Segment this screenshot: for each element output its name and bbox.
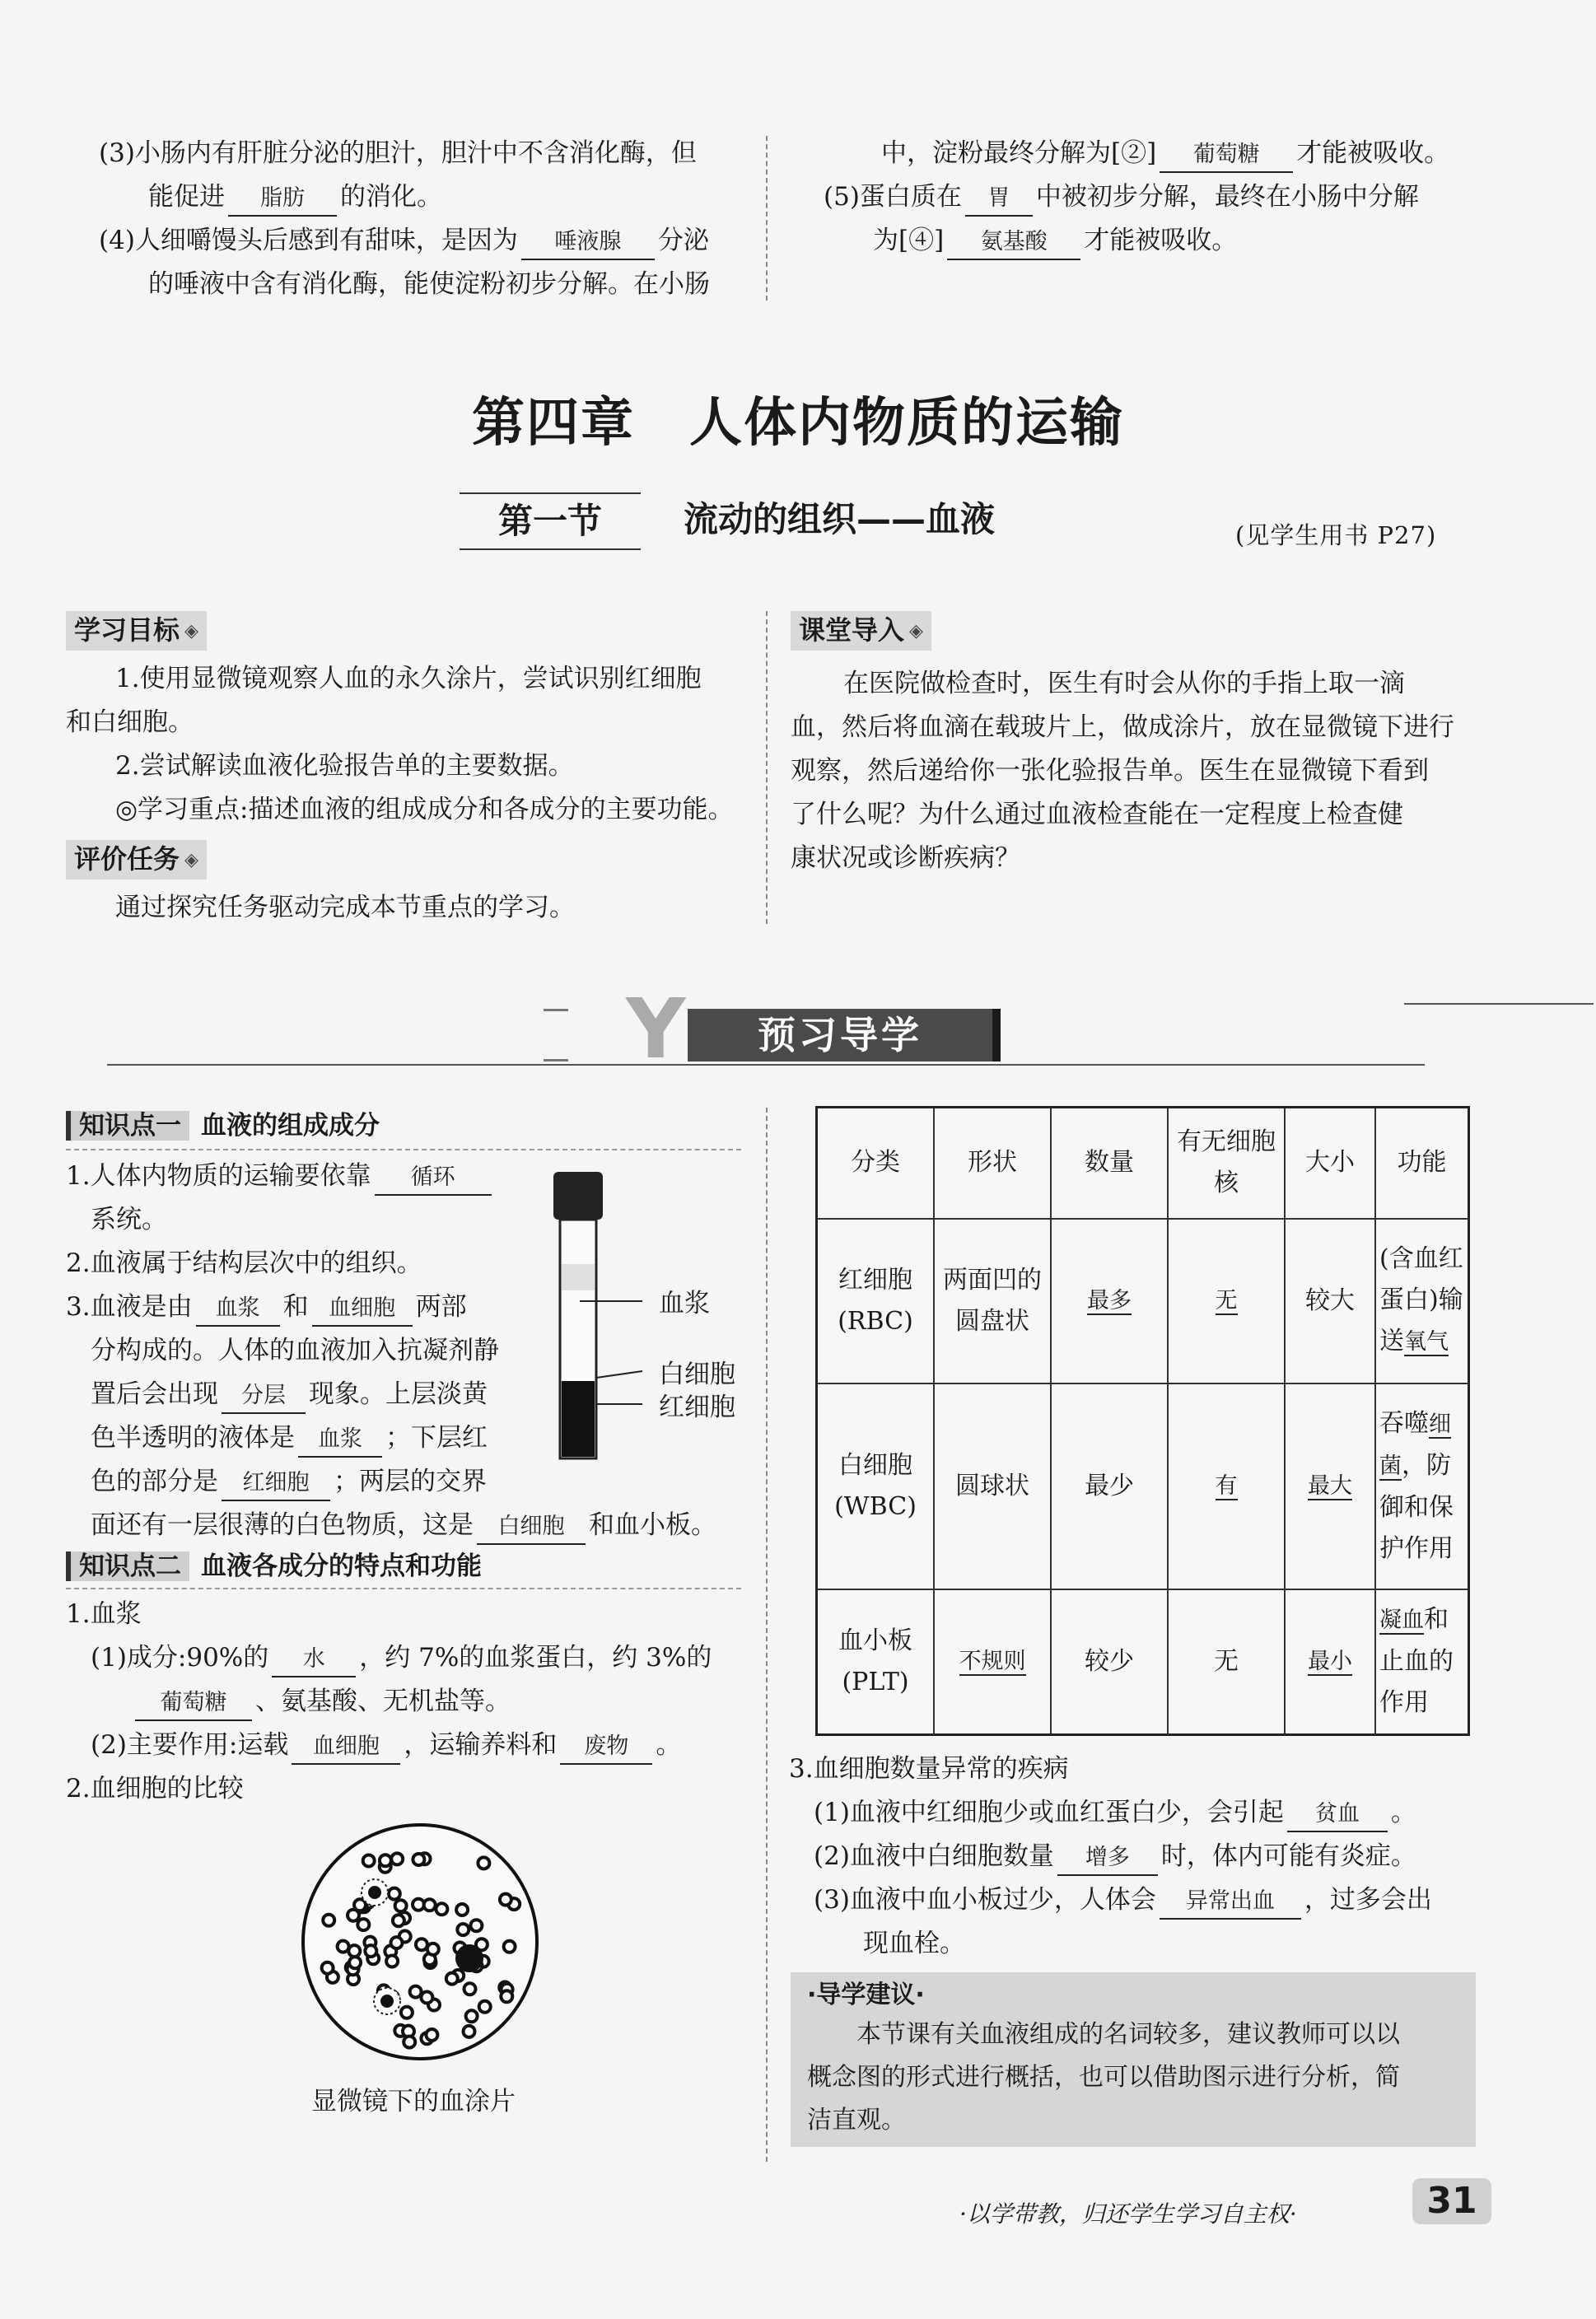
header-cell: 功能 [1375, 1108, 1469, 1219]
answer-fill: 循环 [375, 1161, 492, 1196]
wbc-pointer [596, 1371, 642, 1378]
red-blood-cell [393, 1915, 404, 1926]
q4-line1: (4)人细嚼馒头后感到有甜味，是因为 唾液腺 分泌 [99, 219, 758, 263]
banner-line [1404, 1003, 1594, 1005]
header-cell: 数量 [1051, 1108, 1168, 1219]
red-blood-cell [391, 1937, 403, 1948]
kp-tag: 知识点二 [66, 1551, 189, 1581]
red-blood-cell [464, 1983, 476, 1995]
section-title: 流动的组织——血液 [684, 499, 996, 539]
red-blood-cell [470, 1920, 482, 1931]
answer-fill: 葡萄糖 [135, 1687, 252, 1721]
answer-fill: 废物 [560, 1730, 652, 1765]
cell-function: (含血红蛋白)输送氧气 [1375, 1219, 1469, 1383]
tube-label-plasma: 血浆 [659, 1289, 710, 1318]
red-blood-cell [386, 1956, 398, 1967]
cell-count: 最少 [1051, 1383, 1168, 1589]
top-right-text [824, 132, 1499, 263]
cell-type: 血小板 (PLT) [817, 1589, 935, 1735]
diamond-icon: ◈ [184, 621, 198, 642]
table-row-rbc [817, 1219, 1469, 1383]
header-cell: 有无细胞核 [1168, 1108, 1285, 1219]
goal-item: 2.尝试解读血液化验报告单的主要数据。 [115, 751, 574, 781]
kp1-line: 2.血液属于结构层次中的组织。 [66, 1248, 422, 1278]
red-blood-cell [426, 2029, 437, 2041]
answer-fill: 增多 [1057, 1841, 1158, 1876]
answer-fill: 血浆 [196, 1292, 280, 1327]
red-blood-cell [389, 1888, 400, 1900]
cell-shape: 不规则 [934, 1589, 1051, 1735]
footer-slogan: ·以学带教，归还学生学习自主权· [959, 2200, 1297, 2228]
goal-item-cont: 和白细胞。 [66, 707, 194, 737]
starch-line: 中，淀粉最终分解为[②] 葡萄糖 才能被吸收。 [824, 132, 1499, 175]
blood-cell-table [815, 1106, 1470, 1736]
answer-fill: 氨基酸 [947, 226, 1080, 260]
red-blood-cell [504, 1941, 516, 1953]
table-row-wbc [817, 1383, 1469, 1589]
disorder-line: 现血栓。 [863, 1929, 965, 1958]
red-blood-cell [478, 1857, 489, 1869]
red-blood-cell [404, 2037, 415, 2048]
kp-title: 血液各成分的特点和功能 [201, 1551, 482, 1581]
answer-fill: 血细胞 [312, 1292, 413, 1327]
tube-plasma-top [562, 1264, 595, 1290]
kp-title: 血液的组成成分 [201, 1111, 380, 1141]
red-blood-cell [479, 2001, 491, 2013]
banner-letter: Y [626, 981, 686, 1077]
section-number: 第一节 [460, 492, 641, 550]
disorder-line: (1)血液中红细胞少或血红蛋白少，会引起 贫血 。 [789, 1791, 1497, 1835]
teaching-tip-box [791, 1972, 1476, 2147]
red-blood-cell [446, 1973, 458, 1985]
table-header-row [817, 1108, 1469, 1219]
q3-line2: 能促进 脂肪 的消化。 [99, 175, 758, 219]
kp-tag: 知识点一 [66, 1111, 189, 1141]
top-left-text [99, 132, 758, 306]
knowledge-point-2-heading [66, 1548, 482, 1584]
kp2-line: (1)成分:90%的 水 ，约 7%的血浆蛋白，约 3%的 [66, 1636, 749, 1680]
kp1-line: 3.血液是由 血浆 和 血细胞 两部 [66, 1285, 749, 1329]
intro-line: 了什么呢？为什么通过血液检查能在一定程度上检查健 [791, 800, 1403, 829]
intro-line: 观察，然后递给你一张化验报告单。医生在显微镜下看到 [791, 756, 1429, 786]
tip-line: 本节课有关血液组成的名词较多，建议教师可以以 [856, 2020, 1400, 2049]
red-blood-cell [354, 1899, 366, 1911]
lymphocyte [455, 1944, 483, 1972]
blood-disorders [789, 1747, 1497, 1966]
header-cell: 分类 [817, 1108, 935, 1219]
red-blood-cell [464, 2026, 475, 2037]
red-blood-cell [323, 1915, 334, 1926]
evaluation-task-text: 通过探究任务驱动完成本节重点的学习。 [115, 893, 575, 922]
tip-line: 概念图的形式进行概括，也可以借助图示进行分析，简 [807, 2063, 1400, 2092]
kp1-line: 色半透明的液体是 血浆 ；下层红 [66, 1416, 749, 1460]
class-intro [791, 662, 1491, 880]
answer-fill: 唾液腺 [521, 226, 655, 260]
smear-caption: 显微镜下的血涂片 [311, 2087, 516, 2116]
red-blood-cell [457, 1924, 469, 1935]
red-blood-cell [424, 1899, 436, 1911]
page-number: 31 [1412, 2178, 1491, 2224]
cell-size: 最大 [1285, 1383, 1375, 1589]
knowledge-point-2-body [66, 1593, 749, 1811]
teaching-tip-label: ·导学建议· [807, 1981, 925, 2009]
cell-shape: 圆球状 [934, 1383, 1051, 1589]
red-blood-cell [349, 1957, 361, 1968]
cell-nucleus: 无 [1168, 1589, 1285, 1735]
red-blood-cell [365, 1945, 376, 1957]
tube-label-wbc: 白细胞 [659, 1360, 735, 1389]
kp1-line: 色的部分是 红细胞 ；两层的交界 [66, 1460, 749, 1504]
blood-smear-diagram [296, 1818, 544, 2065]
kp2-heading: 2.血细胞的比较 [66, 1774, 244, 1803]
column-divider [766, 1108, 768, 2162]
tip-line: 洁直观。 [807, 2106, 906, 2135]
cell-count: 较少 [1051, 1589, 1168, 1735]
buffy-coat-layer [562, 1378, 595, 1381]
class-intro-label: 课堂导入 ◈ [791, 611, 931, 651]
answer-fill: 脂肪 [228, 182, 337, 217]
red-blood-cell [466, 2010, 478, 2022]
cell-type: 白细胞 (WBC) [817, 1383, 935, 1589]
cell-nucleus: 有 [1168, 1383, 1285, 1589]
banner-stripes [544, 1009, 568, 1062]
answer-fill: 胃 [965, 182, 1033, 217]
red-blood-cell [401, 2007, 413, 2018]
header-cell: 大小 [1285, 1108, 1375, 1219]
red-blood-cell [391, 1853, 403, 1864]
intro-line: 血，然后将血滴在载玻片上，做成涂片，放在显微镜下进行 [791, 712, 1454, 742]
intro-line: 康状况或诊断疾病？ [791, 843, 1020, 873]
diamond-icon: ◈ [909, 621, 923, 642]
answer-fill: 异常出血 [1160, 1885, 1301, 1920]
answer-fill: 红细胞 [222, 1467, 330, 1501]
red-blood-cell [380, 1855, 391, 1866]
kp1-line: 1.人体内物质的运输要依靠 循环 [66, 1155, 749, 1198]
kp1-line: 面还有一层很薄的白色物质，这是 白细胞 和血小板。 [66, 1504, 749, 1547]
answer-fill: 葡萄糖 [1160, 138, 1293, 173]
wbc-nucleus [368, 1886, 381, 1899]
cell-size: 较大 [1285, 1219, 1375, 1383]
red-blood-cell [357, 1919, 369, 1930]
teaching-tip-text [807, 2013, 1466, 2142]
red-blood-cell [413, 1854, 424, 1865]
kp1-line: 系统。 [91, 1205, 167, 1234]
red-blood-cell [416, 1939, 427, 1950]
cell-nucleus: 无 [1168, 1219, 1285, 1383]
kp1-line: 置后会出现 分层 现象。上层淡黄 [66, 1373, 749, 1416]
test-tube-diagram [544, 1165, 758, 1478]
disorders-heading: 3.血细胞数量异常的疾病 [789, 1754, 1069, 1784]
q4-line2: 的唾液中含有消化酶，能使淀粉初步分解。在小肠 [148, 269, 710, 299]
red-blood-cell [500, 1894, 511, 1906]
cell-size: 最小 [1285, 1589, 1375, 1735]
kp2-line: 葡萄糖 、氨基酸、无机盐等。 [66, 1680, 749, 1724]
cell-type: 红细胞 (RBC) [817, 1219, 935, 1383]
kp1-line: 分构成的。人体的血液加入抗凝剂静 [91, 1336, 499, 1365]
tube-stopper [553, 1172, 603, 1220]
answer-fill: 分层 [222, 1379, 306, 1414]
table-row-plt [817, 1589, 1469, 1735]
chapter-title: 第四章 人体内物质的运输 [472, 393, 1124, 454]
red-blood-cell [348, 1945, 360, 1957]
cell-function: 吞噬细菌，防御和保护作用 [1375, 1383, 1469, 1589]
header-cell: 形状 [934, 1108, 1051, 1219]
kp2-line: (2)主要作用:运载 血细胞 ，运输养料和 废物 。 [66, 1724, 749, 1767]
evaluation-task-label: 评价任务 ◈ [66, 840, 207, 880]
red-blood-cell [427, 1943, 439, 1955]
column-divider [766, 136, 768, 301]
kp-underline [66, 1588, 741, 1589]
red-blood-cell [322, 1962, 334, 1974]
column-divider [766, 611, 768, 924]
red-blood-cell [421, 1992, 432, 2004]
answer-fill: 水 [272, 1643, 356, 1677]
diamond-icon: ◈ [184, 850, 198, 870]
learning-focus: ◎学习重点:描述血液的组成成分和各成分的主要功能。 [115, 795, 734, 824]
intro-line: 在医院做检查时，医生有时会从你的手指上取一滴 [843, 669, 1405, 698]
answer-fill: 血细胞 [292, 1730, 400, 1765]
red-blood-cell [363, 1855, 375, 1867]
q5-line2: 为[④] 氨基酸 才能被吸收。 [824, 219, 1499, 263]
red-blood-cell [410, 1986, 422, 1998]
learning-goals-label: 学习目标 ◈ [66, 611, 207, 651]
student-book-ref: (见学生用书 P27) [1235, 521, 1437, 549]
answer-fill: 贫血 [1287, 1798, 1388, 1832]
red-blood-cell [395, 1900, 407, 1911]
red-blood-cell [501, 1990, 512, 2002]
kp-underline [66, 1149, 741, 1150]
answer-fill: 血浆 [298, 1423, 382, 1458]
cell-shape: 两面凹的圆盘状 [934, 1219, 1051, 1383]
red-cell-layer [562, 1381, 595, 1457]
q5-line1: (5)蛋白质在 胃 中被初步分解，最终在小肠中分解 [824, 175, 1499, 219]
goal-item: 1.使用显微镜观察人血的永久涂片，尝试识别红细胞 [115, 664, 702, 693]
banner-line [107, 1064, 1425, 1066]
red-blood-cell [436, 1903, 447, 1915]
wbc-nucleus [380, 1995, 394, 2008]
tube-label-rbc: 红细胞 [659, 1393, 735, 1422]
disorder-line: (2)血液中白细胞数量 增多 时，体内可能有炎症。 [789, 1835, 1497, 1878]
answer-fill: 白细胞 [477, 1510, 586, 1545]
q3-line1: (3)小肠内有肝脏分泌的胆汁，胆汁中不含消化酶，但 [99, 138, 697, 168]
cell-count: 最多 [1051, 1219, 1168, 1383]
kp2-heading: 1.血浆 [66, 1599, 142, 1629]
disorder-line: (3)血液中血小板过少，人体会 异常出血 ，过多会出 [789, 1878, 1497, 1922]
preview-guide-banner: 预习导学 [688, 1009, 1001, 1062]
learning-goals [66, 657, 749, 832]
knowledge-point-1-heading [66, 1108, 380, 1144]
red-blood-cell [456, 1904, 468, 1915]
cell-function: 凝血和止血的作用 [1375, 1589, 1469, 1735]
